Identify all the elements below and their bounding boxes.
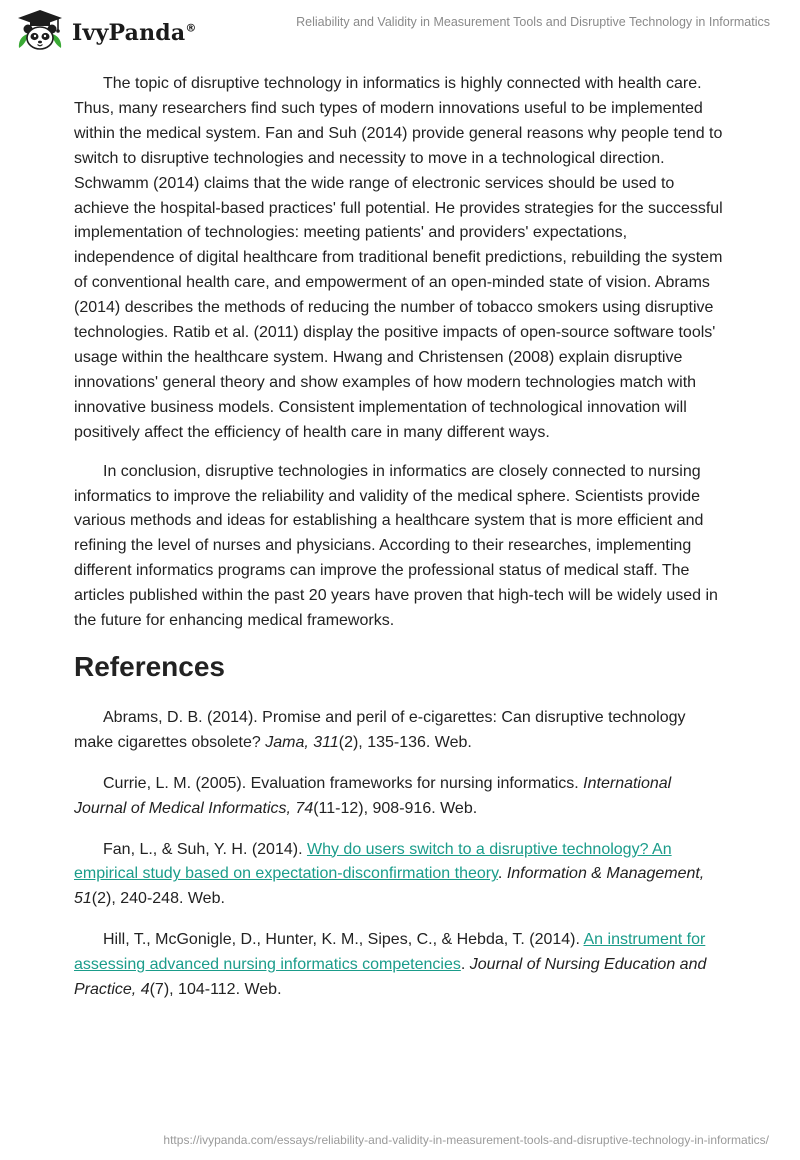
source-url: https://ivypanda.com/essays/reliability-and-validity-in-measurement-tools-and-disruptive-technology-in-informatics/ <box>163 1133 769 1147</box>
reference-item: Currie, L. M. (2005). Evaluation frameworks for nursing informatics. International Journal of Medical Informatics, 74(11-12), 908-916. Web. <box>74 774 672 817</box>
reference-item: Fan, L., & Suh, Y. H. (2014). Why do users switch to a disruptive technology? An empirical study based on expectation-disconfirmation theory. Information & Management, 51(2), 240-248. Web. <box>74 840 705 908</box>
body-paragraph: In conclusion, disruptive technologies in informatics are closely connected to nursing informatics to improve the reliability and validity of the medical sphere. Scientists provide various methods and ideas for establishing a healthcare system that is more efficient and refining the level of nurses and physicians. According to their researches, implementing different informatics programs can improve the professional status of medical staff. The articles published within the past 20 years have proven that high-tech will be widely used in the future for enhancing medical frameworks. <box>74 462 718 630</box>
page-header <box>0 0 800 60</box>
brand-name: IvyPanda® <box>72 20 197 46</box>
reference-item: Hill, T., McGonigle, D., Hunter, K. M., Sipes, C., & Hebda, T. (2014). An instrument for assessing advanced nursing informatics competencies. Journal of Nursing Education and Practice, 4(7), 104-112. Web. <box>74 931 707 999</box>
reference-link[interactable]: Why do users switch to a disruptive technology? An empirical study based on expectation-disconfirmation theory <box>74 840 672 883</box>
panda-graduate-icon <box>14 8 66 52</box>
ivypanda-logo[interactable] <box>14 8 197 52</box>
document-title: Reliability and Validity in Measurement Tools and Disruptive Technology in Informatics <box>296 15 770 29</box>
body-paragraph: The topic of disruptive technology in informatics is highly connected with health care. Thus, many researchers find such types of modern innovations useful to be implemented within the medical system. Fan and Suh (2014) provide general reasons why people tend to switch to disruptive technologies and necessity to move in a technological direction. Schwamm (2014) claims that the wide range of electronic services should be used to achieve the hospital-based practices' full potential. He provides strategies for the successful implementation of technologies: meeting patients' and providers' expectations, independence of digital healthcare from traditional benefit predictions, rebuilding the system of conventional health care, and empowerment of an open-minded state of vision. Abrams (2014) describes the methods of reducing the number of tobacco smokers using disruptive technologies. Ratib et al. (2011) display the positive impacts of open-source software tools' usage within the healthcare system. Hwang and Christensen (2008) explain disruptive innovations' general theory and show examples of how modern technologies match with innovative business models. Consistent implementation of technological innovation will positively affect the efficiency of health care in many different ways. <box>74 75 723 441</box>
essay-content <box>74 72 724 1019</box>
registered-mark: ® <box>185 21 197 35</box>
reference-link[interactable]: An instrument for assessing advanced nursing informatics competencies <box>74 931 706 974</box>
reference-item: Abrams, D. B. (2014). Promise and peril of e-cigarettes: Can disruptive technology make cigarettes obsolete? Jama, 311(2), 135-136. Web. <box>74 708 686 751</box>
references-heading: References <box>74 650 225 682</box>
